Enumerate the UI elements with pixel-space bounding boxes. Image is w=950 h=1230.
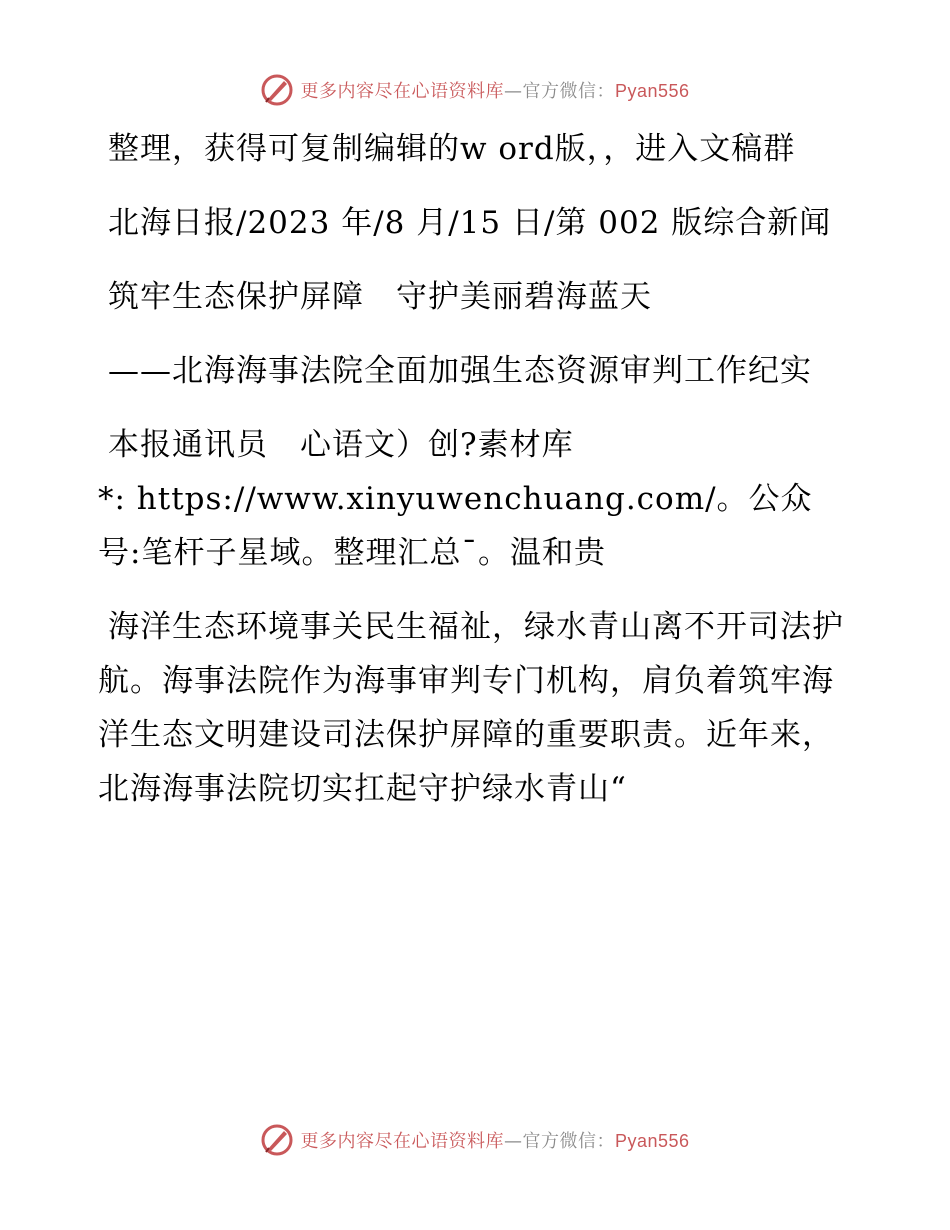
header-brand: 更多内容尽在心语资料库 — [300, 81, 504, 102]
footer-official: 官方微信： — [522, 1131, 615, 1152]
header-banner — [0, 70, 950, 110]
article-title: 筑牢生态保护屏障 守护美丽碧海蓝天 — [108, 279, 652, 315]
source-line: 北海日报/2023 年/8 月/15 日/第 002 版综合新闻 — [108, 205, 832, 241]
intro-paragraph: 整理，获得可复制编辑的w ord版，，进入文稿群 — [108, 131, 796, 167]
quill-pen-logo-icon — [260, 73, 294, 107]
footer-wechat-id: Pyan556 — [614, 1131, 690, 1151]
document-body — [98, 122, 850, 816]
header-separator: — — [503, 81, 523, 102]
header-official: 官方微信： — [522, 81, 615, 102]
source-note: *: https://www.xinyuwenchuang.com/。公众号:笔杆子星域。整理汇总¯。温和贵 — [98, 481, 813, 571]
byline: 本报通讯员 心语文）创?素材库 — [108, 427, 574, 463]
article-subtitle: ——北海海事法院全面加强生态资源审判工作纪实 — [108, 353, 812, 389]
header-banner-text — [300, 77, 689, 103]
header-wechat-id: Pyan556 — [614, 81, 690, 101]
footer-brand: 更多内容尽在心语资料库 — [300, 1131, 504, 1152]
footer-separator: — — [503, 1131, 523, 1152]
footer-banner-text — [300, 1127, 689, 1153]
body-paragraph: 海洋生态环境事关民生福祉，绿水青山离不开司法护航。海事法院作为海事审判专门机构，肩负着筑牢海洋生态文明建设司法保护屏障的重要职责。近年来，北海海事法院切实扛起守护绿水青山“ — [98, 609, 844, 807]
quill-pen-logo-icon — [260, 1123, 294, 1157]
footer-banner — [0, 1120, 950, 1160]
